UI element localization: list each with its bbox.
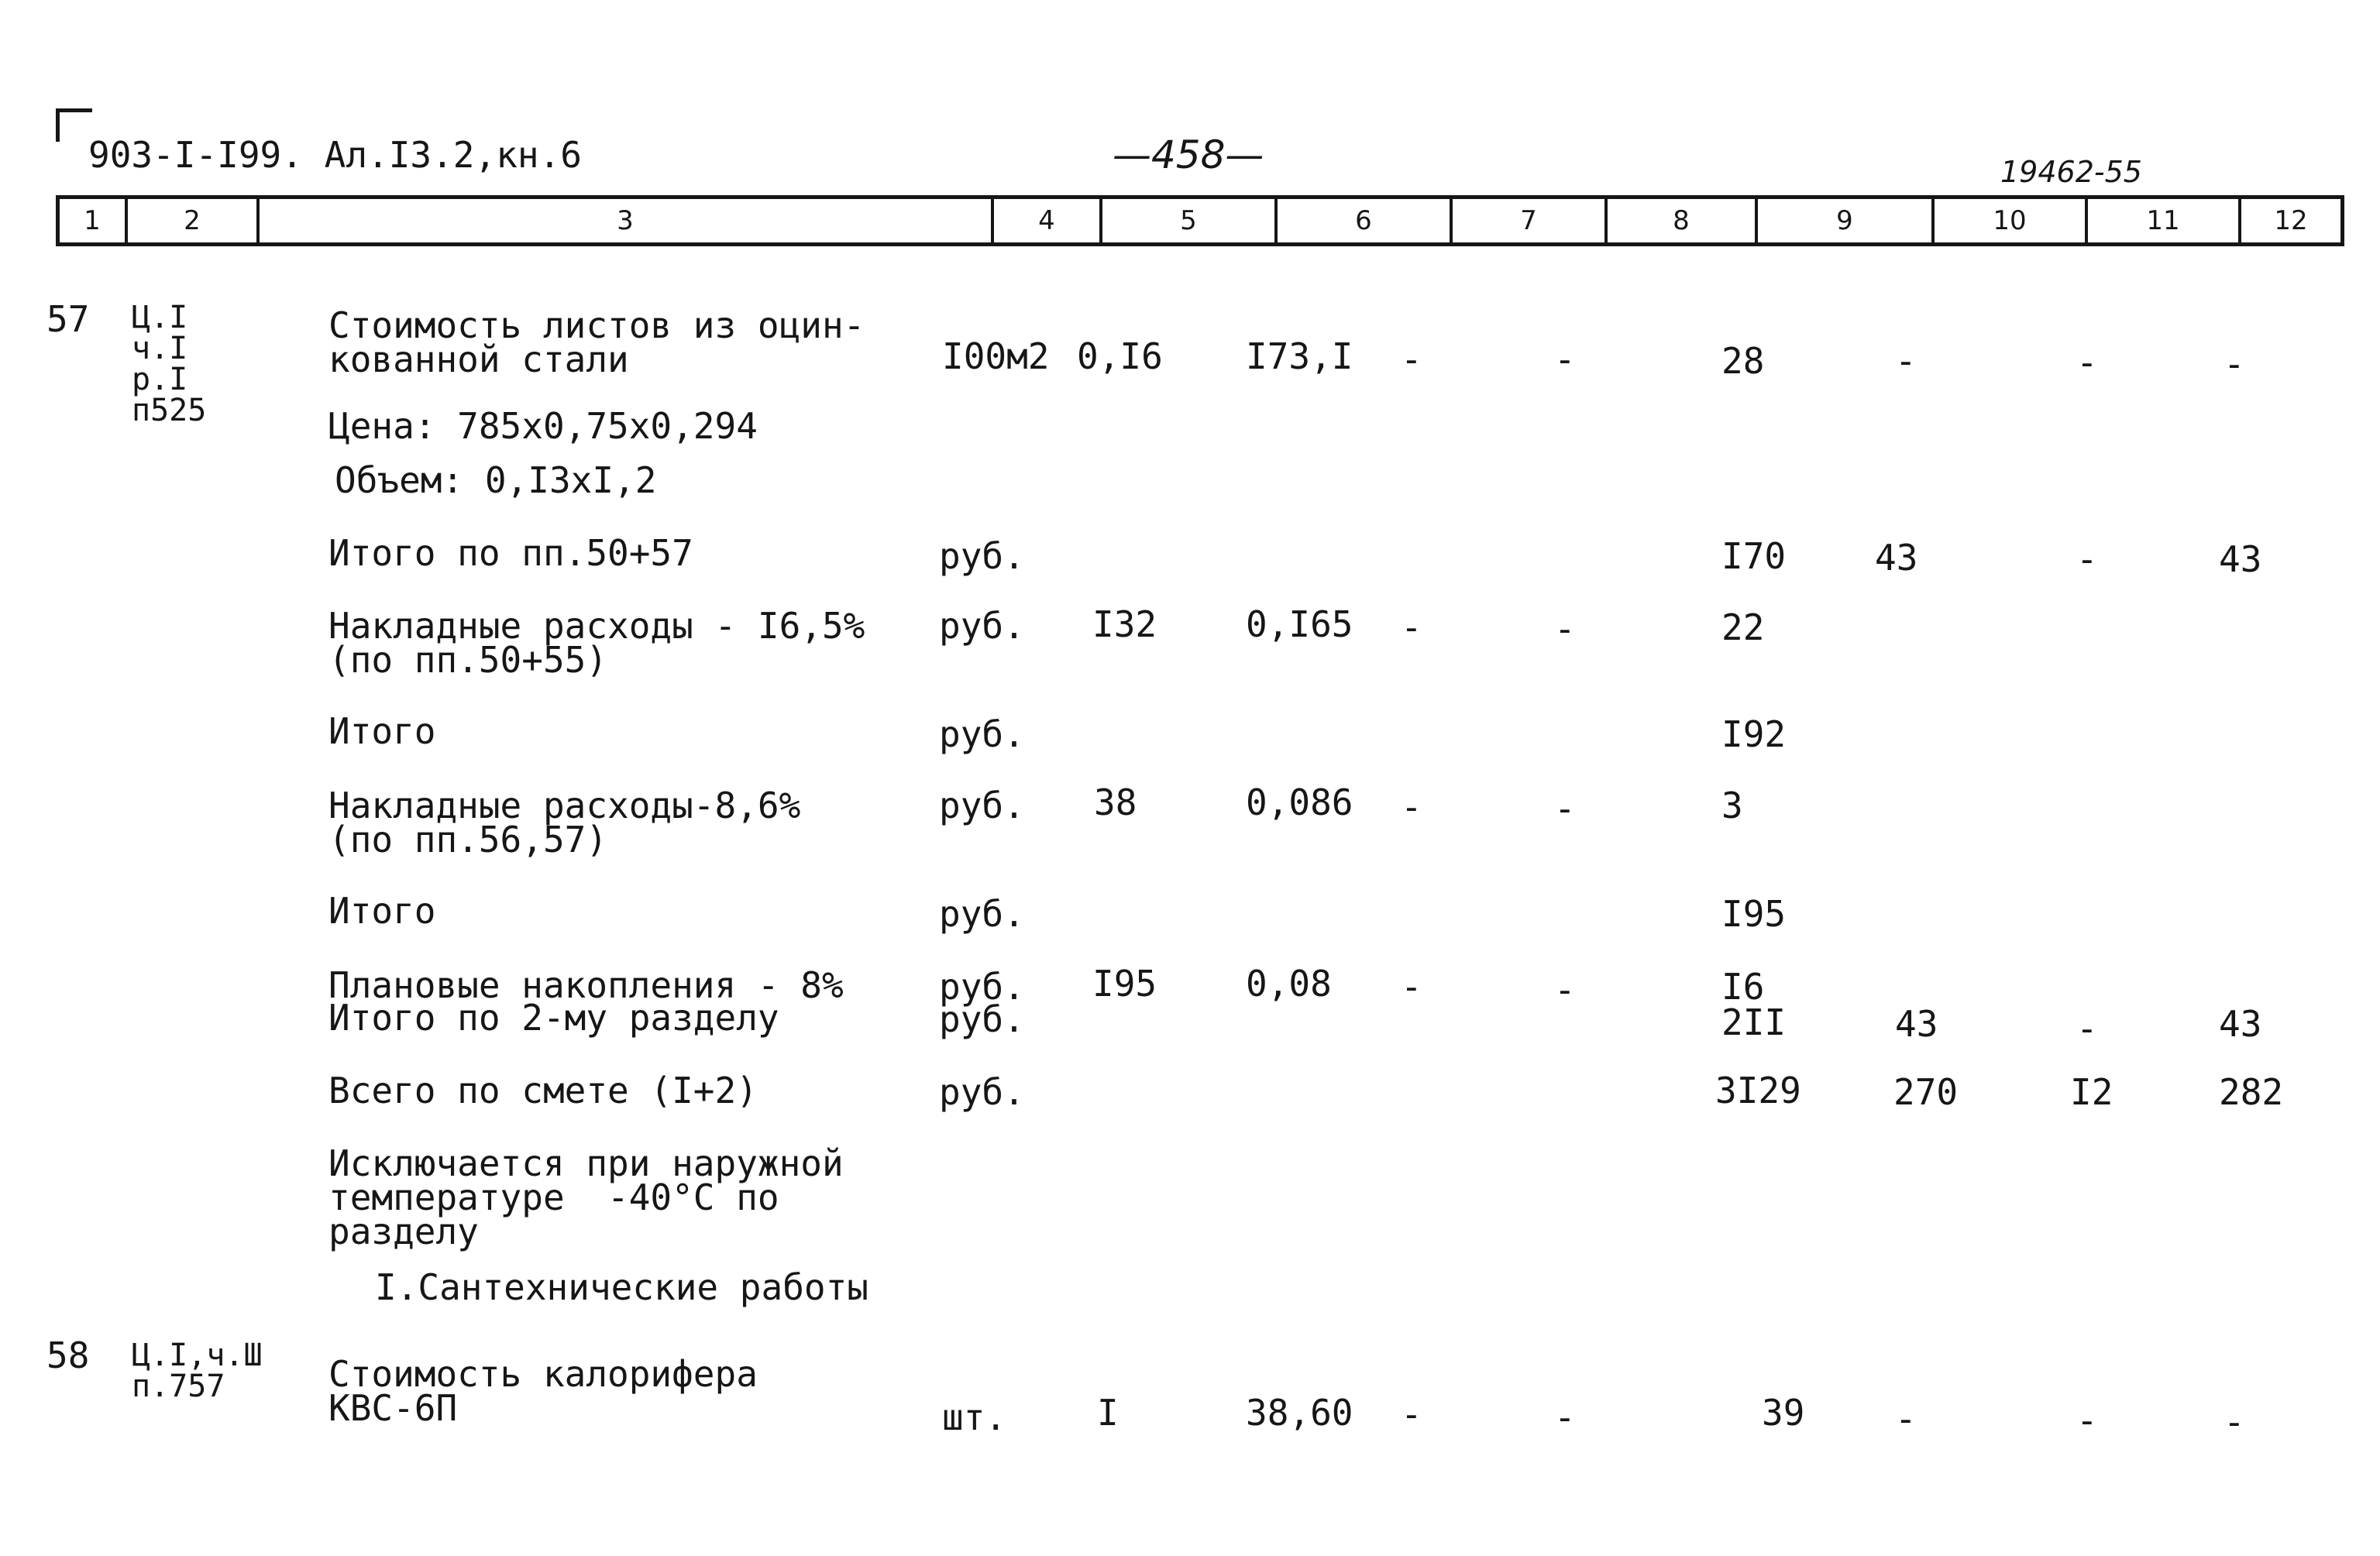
cell-col9: 22 bbox=[1721, 606, 1765, 648]
cell-col7: - bbox=[1401, 966, 1422, 1008]
cell-col11: - bbox=[2076, 1400, 2098, 1441]
cell-col10: 43 bbox=[1875, 537, 1918, 579]
row-description: Всего по смете (I+2) bbox=[328, 1070, 758, 1111]
cell-col12: 43 bbox=[2219, 1003, 2262, 1045]
cell-unit: руб. bbox=[939, 966, 1025, 1008]
row-description-line: Стоимость калорифера bbox=[328, 1353, 758, 1395]
column-header-4: 4 bbox=[994, 199, 1102, 242]
row-description-line: Накладные расходы-8,6% bbox=[328, 785, 801, 826]
cell-col7: - bbox=[1401, 606, 1422, 648]
corner-mark bbox=[56, 108, 92, 142]
section-title: I.Сантехнические работы bbox=[375, 1266, 868, 1308]
cell-quantity: I32 bbox=[1092, 603, 1157, 645]
cell-col10: - bbox=[1895, 1398, 1917, 1440]
cell-col8: - bbox=[1554, 788, 1576, 830]
cell-col8: - bbox=[1554, 1396, 1576, 1438]
cell-unit: шт. bbox=[942, 1396, 1007, 1438]
row-description-line: Стоимость листов из оцин- bbox=[328, 304, 865, 346]
page-number: —458— bbox=[1113, 132, 1264, 177]
column-header-3: 3 bbox=[260, 199, 994, 242]
cell-unit: I00м2 bbox=[942, 335, 1050, 377]
cell-col9: I70 bbox=[1721, 535, 1787, 577]
column-header-12: 12 bbox=[2274, 205, 2308, 236]
row-code-line: п525 bbox=[132, 393, 207, 428]
cell-quantity: I95 bbox=[1092, 963, 1157, 1005]
column-header-10: 10 bbox=[1935, 199, 2088, 242]
row-description-line: (по пп.56,57) bbox=[328, 819, 608, 860]
cell-quantity: I bbox=[1097, 1392, 1119, 1434]
cell-col11: - bbox=[2076, 538, 2098, 580]
cell-col7: - bbox=[1401, 1393, 1422, 1435]
cell-unit: руб. bbox=[939, 893, 1025, 935]
cell-unit: руб. bbox=[939, 785, 1025, 826]
cell-col9: 3 bbox=[1721, 785, 1743, 826]
cell-unit: руб. bbox=[939, 713, 1025, 755]
row-number: 57 bbox=[46, 298, 90, 340]
row-code-line: р.I bbox=[132, 362, 188, 397]
column-header-5: 5 bbox=[1102, 199, 1278, 242]
column-header-11: 11 bbox=[2088, 199, 2241, 242]
cell-col11: I2 bbox=[2070, 1071, 2113, 1113]
row-number: 58 bbox=[46, 1334, 90, 1376]
price-note: Цена: 785х0,75х0,294 bbox=[328, 405, 758, 447]
cell-col12: - bbox=[2224, 343, 2245, 385]
row-code-line: п.757 bbox=[132, 1369, 225, 1404]
row-code-line: Ц.I bbox=[132, 300, 188, 335]
column-header-9: 9 bbox=[1758, 199, 1935, 242]
cell-unit: руб. bbox=[939, 535, 1025, 577]
column-header-7: 7 bbox=[1453, 199, 1608, 242]
row-code-line: Ц.I,ч.Ш bbox=[132, 1338, 263, 1373]
cell-unit: руб. bbox=[939, 1071, 1025, 1113]
row-description: Итого bbox=[328, 890, 436, 932]
cell-unit: руб. bbox=[939, 998, 1025, 1040]
cell-col9: I95 bbox=[1721, 893, 1787, 935]
cell-col11: - bbox=[2076, 1008, 2098, 1049]
cell-col8: - bbox=[1554, 338, 1576, 380]
cell-quantity: 0,I6 bbox=[1077, 335, 1163, 377]
cell-price: 0,086 bbox=[1246, 781, 1353, 823]
column-header-2: 2 bbox=[128, 199, 260, 242]
cell-col9: 2II bbox=[1721, 1001, 1787, 1043]
note-line: разделу bbox=[328, 1211, 479, 1252]
cell-col8: - bbox=[1554, 969, 1576, 1011]
cell-col9: 28 bbox=[1721, 340, 1765, 382]
stamp-number: 19462-55 bbox=[2000, 155, 2142, 189]
cell-unit: руб. bbox=[939, 605, 1025, 647]
cell-col9: I6 bbox=[1721, 966, 1765, 1008]
row-description-line: кованной стали bbox=[328, 338, 629, 380]
row-description: Итого по пп.50+57 bbox=[328, 532, 693, 574]
cell-price: 38,60 bbox=[1246, 1392, 1353, 1434]
column-header-8: 8 bbox=[1608, 199, 1758, 242]
cell-col9: I92 bbox=[1721, 713, 1787, 755]
note-line: температуре -40°С по bbox=[328, 1176, 779, 1218]
cell-price: 0,08 bbox=[1246, 963, 1332, 1005]
cell-col9: 3I29 bbox=[1715, 1070, 1801, 1111]
row-code-line: ч.I bbox=[132, 331, 188, 366]
row-description-line: Накладные расходы - I6,5% bbox=[328, 605, 865, 647]
column-header-6: 6 bbox=[1278, 199, 1453, 242]
column-header-row bbox=[56, 195, 2344, 246]
volume-note: Объем: 0,I3хI,2 bbox=[335, 459, 657, 501]
row-description-line: (по пп.50+55) bbox=[328, 639, 608, 681]
cell-col12: - bbox=[2224, 1401, 2245, 1443]
cell-col10: 270 bbox=[1893, 1071, 1959, 1113]
cell-price: I73,I bbox=[1246, 335, 1353, 377]
cell-quantity: 38 bbox=[1094, 781, 1137, 823]
cell-col10: 43 bbox=[1895, 1003, 1938, 1045]
cell-col12: 282 bbox=[2219, 1071, 2284, 1113]
document-code: 903-I-I99. Ал.I3.2,кн.6 bbox=[88, 134, 582, 176]
cell-col8: - bbox=[1554, 608, 1576, 650]
column-header-1: 1 bbox=[60, 199, 128, 242]
row-description: Итого bbox=[328, 710, 436, 752]
cell-col11: - bbox=[2076, 342, 2098, 383]
cell-col7: - bbox=[1401, 786, 1422, 828]
cell-col7: - bbox=[1401, 338, 1422, 380]
cell-col12: 43 bbox=[2219, 538, 2262, 580]
row-description: Итого по 2-му разделу bbox=[328, 997, 779, 1039]
note-line: Исключается при наружной bbox=[328, 1142, 844, 1184]
cell-col10: - bbox=[1895, 340, 1917, 382]
cell-price: 0,I65 bbox=[1246, 603, 1353, 645]
cell-col9: 39 bbox=[1762, 1392, 1805, 1434]
row-description-line: КВС-6П bbox=[328, 1387, 458, 1429]
row-description: Плановые накопления - 8% bbox=[328, 964, 844, 1006]
